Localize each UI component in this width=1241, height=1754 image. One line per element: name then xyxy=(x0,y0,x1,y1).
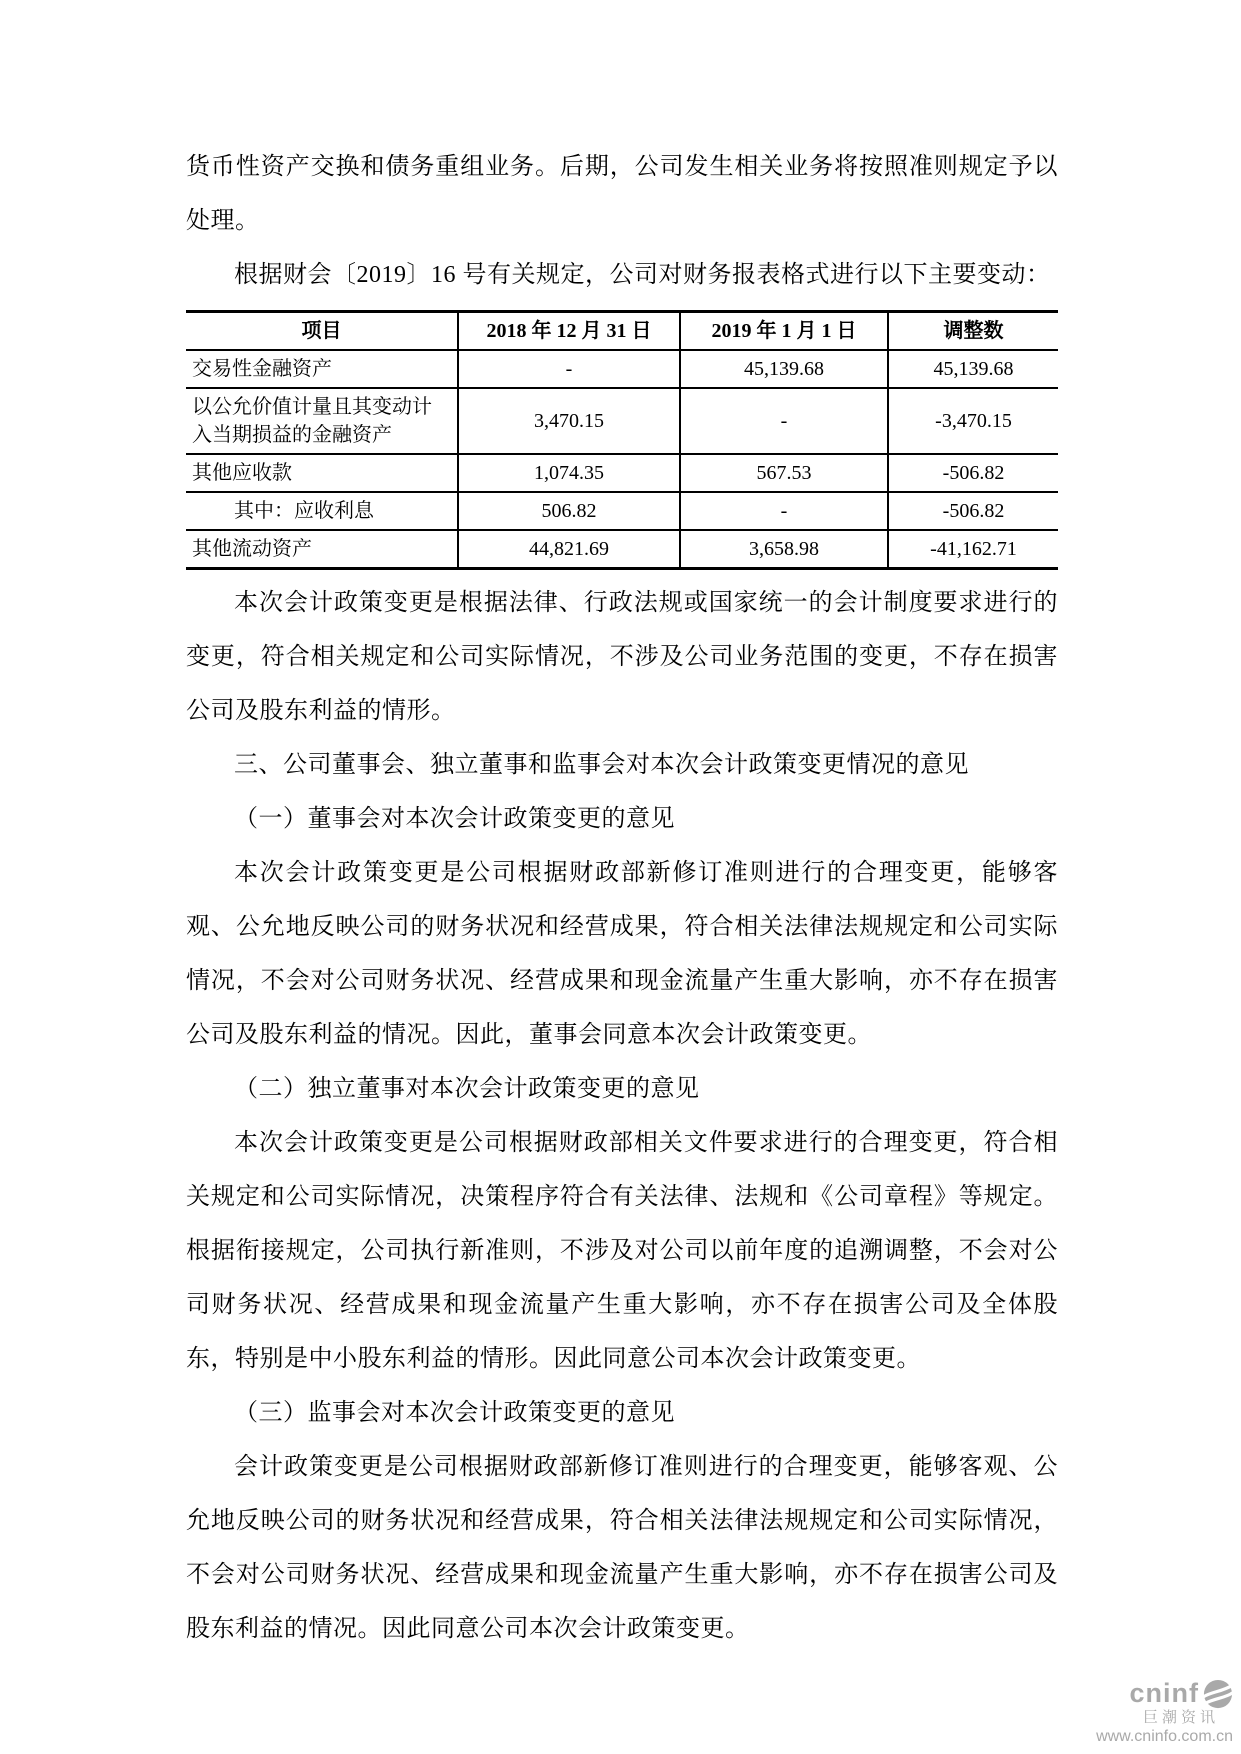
cninfo-logo xyxy=(1096,1679,1233,1709)
cell-item: 交易性金融资产 xyxy=(186,350,458,388)
subsection-1-heading: （一）董事会对本次会计政策变更的意见 xyxy=(234,806,675,832)
table-row xyxy=(186,530,1058,569)
subsection-2-heading: （二）独立董事对本次会计政策变更的意见 xyxy=(234,1076,700,1102)
cell-adjustment: -3,470.15 xyxy=(888,388,1058,454)
cell-2019: 3,658.98 xyxy=(680,530,888,569)
table-row xyxy=(186,388,1058,454)
cninfo-watermark xyxy=(1096,1679,1233,1746)
cell-2018: 506.82 xyxy=(458,492,680,530)
cell-adjustment: -506.82 xyxy=(888,454,1058,492)
cell-adjustment: 45,139.68 xyxy=(888,350,1058,388)
cell-2018: 44,821.69 xyxy=(458,530,680,569)
col-header-adjustment: 调整数 xyxy=(888,312,1058,351)
subsection-3-paragraph: 会计政策变更是公司根据财政部新修订准则进行的合理变更，能够客观、公允地反映公司的财务状况和经营成果，符合相关法律法规规定和公司实际情况，不会对公司财务状况、经营成果和现金流量产生重大影响，亦不存在损害公司及股东利益的情况。因此同意公司本次会计政策变更。 xyxy=(186,1454,1058,1642)
table-row xyxy=(186,492,1058,530)
cninfo-url: www.cninfo.com.cn xyxy=(1096,1728,1233,1746)
cninfo-chinese-name: 巨潮资讯 xyxy=(1142,1708,1219,1726)
cell-item: 其中：应收利息 xyxy=(186,492,458,530)
cell-2019: - xyxy=(680,492,888,530)
cell-2018: - xyxy=(458,350,680,388)
cell-adjustment: -506.82 xyxy=(888,492,1058,530)
table-row xyxy=(186,454,1058,492)
cell-2019: - xyxy=(680,388,888,454)
table-header-row xyxy=(186,312,1058,351)
cninfo-swirl-icon xyxy=(1203,1679,1233,1709)
cell-2018: 1,074.35 xyxy=(458,454,680,492)
col-header-2018: 2018 年 12 月 31 日 xyxy=(458,312,680,351)
cell-2019: 45,139.68 xyxy=(680,350,888,388)
subsection-1-paragraph: 本次会计政策变更是公司根据财政部新修订准则进行的合理变更，能够客观、公允地反映公司的财务状况和经营成果，符合相关法律法规规定和公司实际情况，不会对公司财务状况、经营成果和现金流量产生重大影响，亦不存在损害公司及股东利益的情况。因此，董事会同意本次会计政策变更。 xyxy=(186,860,1058,1048)
paragraph-continuation: 货币性资产交换和债务重组业务。后期，公司发生相关业务将按照准则规定予以处理。 xyxy=(186,154,1058,234)
col-header-2019: 2019 年 1 月 1 日 xyxy=(680,312,888,351)
cell-adjustment: -41,162.71 xyxy=(930,538,1017,560)
subsection-3-heading: （三）监事会对本次会计政策变更的意见 xyxy=(234,1400,675,1426)
cell-2018: 3,470.15 xyxy=(458,388,680,454)
page-content xyxy=(186,140,1058,1656)
section-3-heading: 三、公司董事会、独立董事和监事会对本次会计政策变更情况的意见 xyxy=(234,752,969,778)
cell-item: 以公允价值计量且其变动计入当期损益的金融资产 xyxy=(186,388,458,454)
paragraph-table-intro: 根据财会〔2019〕16 号有关规定，公司对财务报表格式进行以下主要变动： xyxy=(234,262,1051,288)
table-row xyxy=(186,350,1058,388)
cninfo-logo-text: cninf xyxy=(1129,1678,1199,1709)
col-header-item: 项目 xyxy=(186,312,458,351)
report-format-change-table xyxy=(186,310,1058,570)
paragraph-after-table: 本次会计政策变更是根据法律、行政法规或国家统一的会计制度要求进行的变更，符合相关规定和公司实际情况，不涉及公司业务范围的变更，不存在损害公司及股东利益的情形。 xyxy=(186,590,1058,724)
cell-item: 其他流动资产 xyxy=(186,530,458,569)
cell-item: 其他应收款 xyxy=(186,454,458,492)
subsection-2-paragraph: 本次会计政策变更是公司根据财政部相关文件要求进行的合理变更，符合相关规定和公司实际情况，决策程序符合有关法律、法规和《公司章程》等规定。根据衔接规定，公司执行新准则，不涉及对公司以前年度的追溯调整，不会对公司财务状况、经营成果和现金流量产生重大影响，亦不存在损害公司及全体股东，特别是中小股东利益的情形。因此同意公司本次会计政策变更。 xyxy=(186,1130,1058,1372)
cell-2019: 567.53 xyxy=(680,454,888,492)
